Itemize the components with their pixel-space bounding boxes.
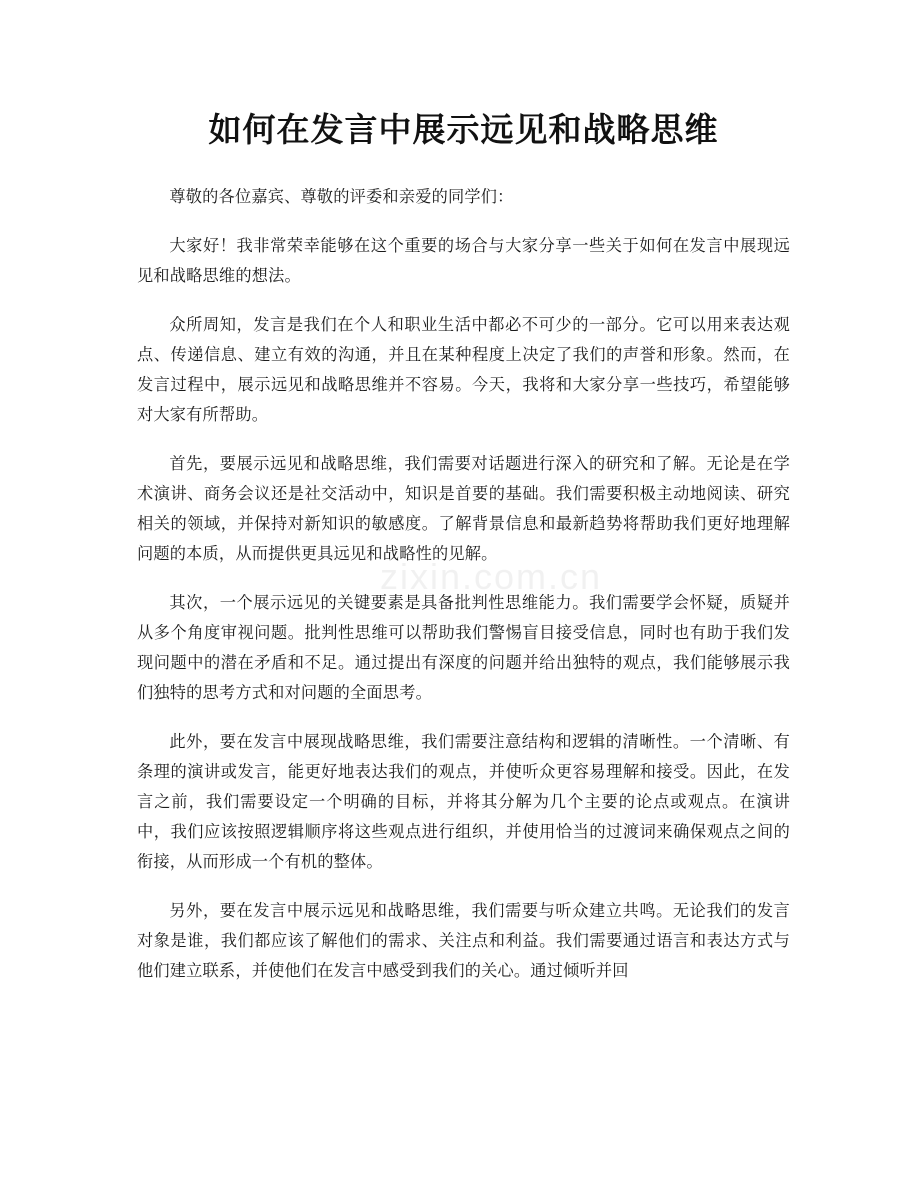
paragraph-critical-thinking: 其次，一个展示远见的关键要素是具备批判性思维能力。我们需要学会怀疑，质疑并从多个角度审视问题。批判性思维可以帮助我们警惕盲目接受信息，同时也有助于我们发现问题中的潜在矛盾和不足。通过提出有深度的问题并给出独特的观点，我们能够展示我们独特的思考方式和对问题的全面思考。 bbox=[137, 593, 790, 702]
document-body bbox=[137, 182, 790, 986]
document-title: 如何在发言中展示远见和战略思维 bbox=[208, 110, 719, 149]
watermark: zixin.com.cn bbox=[380, 556, 603, 597]
paragraph-greeting: 大家好！我非常荣幸能够在这个重要的场合与大家分享一些关于如何在发言中展现远见和战略思维的想法。 bbox=[137, 236, 790, 285]
paragraph-salutation: 尊敬的各位嘉宾、尊敬的评委和亲爱的同学们： bbox=[169, 187, 514, 206]
paragraph-resonance: 另外，要在发言中展示远见和战略思维，我们需要与听众建立共鸣。无论我们的发言对象是谁，我们都应该了解他们的需求、关注点和利益。我们需要通过语言和表达方式与他们建立联系，并使他们在发言中感受到我们的关心。通过倾听并回 bbox=[137, 901, 790, 980]
paragraph-structure: 此外，要在发言中展现战略思维，我们需要注意结构和逻辑的清晰性。一个清晰、有条理的演讲或发言，能更好地表达我们的观点，并使听众更容易理解和接受。因此，在发言之前，我们需要设定一个明确的目标，并将其分解为几个主要的论点或观点。在演讲中，我们应该按照逻辑顺序将这些观点进行组织，并使用恰当的过渡词来确保观点之间的衔接，从而形成一个有机的整体。 bbox=[137, 732, 790, 871]
paragraph-research: 首先，要展示远见和战略思维，我们需要对话题进行深入的研究和了解。无论是在学术演讲、商务会议还是社交活动中，知识是首要的基础。我们需要积极主动地阅读、研究相关的领域，并保持对新知识的敏感度。了解背景信息和最新趋势将帮助我们更好地理解问题的本质，从而提供更具远见和战略性的见解。 bbox=[137, 454, 790, 563]
paragraph-intro: 众所周知，发言是我们在个人和职业生活中都必不可少的一部分。它可以用来表达观点、传递信息、建立有效的沟通，并且在某种程度上决定了我们的声誉和形象。然而，在发言过程中，展示远见和战略思维并不容易。今天，我将和大家分享一些技巧，希望能够对大家有所帮助。 bbox=[137, 315, 790, 424]
